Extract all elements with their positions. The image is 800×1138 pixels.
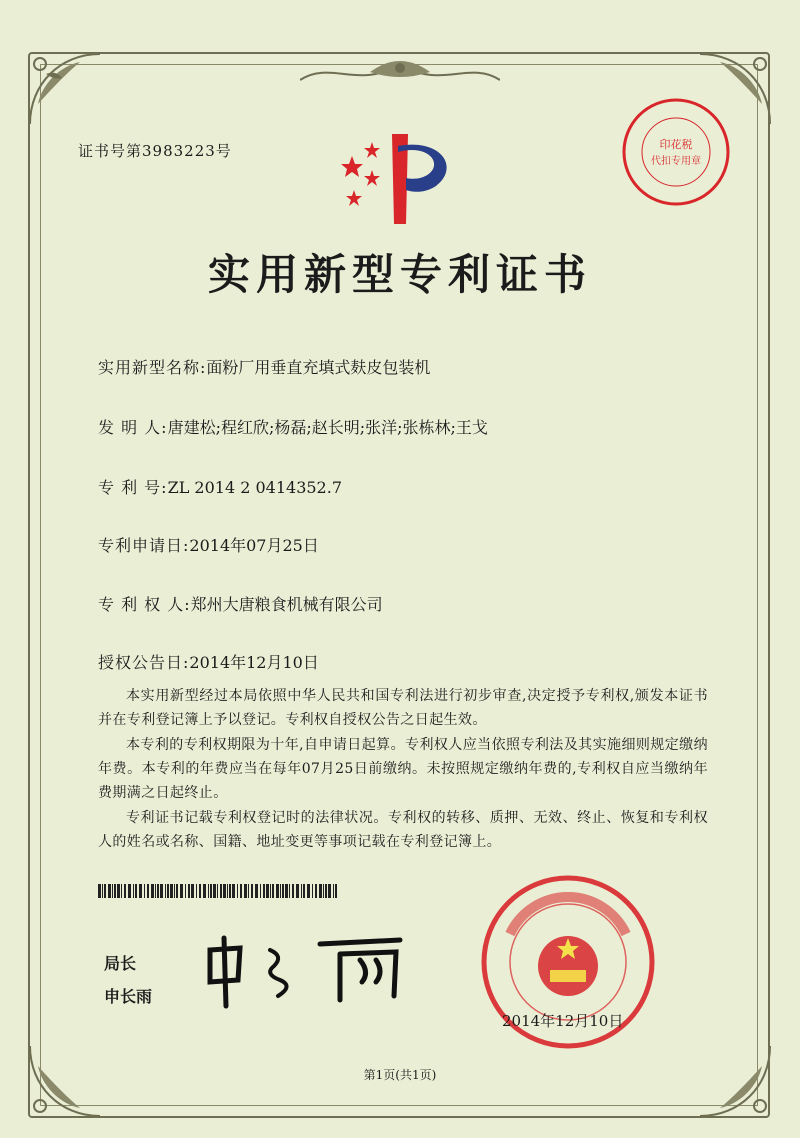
field-utility-model-name: [98, 355, 430, 378]
field-label: 发 明 人:: [98, 418, 168, 437]
field-label: 实用新型名称:: [98, 358, 207, 377]
field-value: 唐建松;程红欣;杨磊;赵长明;张洋;张栋林;王戈: [167, 418, 488, 437]
field-inventors: [98, 415, 488, 438]
field-label: 专 利 号:: [98, 478, 168, 497]
field-application-date: [98, 533, 319, 556]
page-footer: 第1页(共1页): [363, 1068, 437, 1082]
barcode-icon: [98, 884, 338, 898]
field-grant-announcement-date: [98, 650, 319, 673]
paragraph-term-fees: 本专利的专利权期限为十年,自申请日起算。专利权人应当依照专利法及其实施细则规定缴纳年费。本专利的年费应当在每年07月25日前缴纳。未按照规定缴纳年费的,专利权自应当缴纳年费期满之日起终止。: [98, 737, 708, 801]
tax-stamp-line1: 印花税: [659, 138, 693, 151]
director-name: 申长雨: [104, 987, 153, 1006]
field-label: 专利申请日:: [98, 536, 190, 555]
field-value: ZL 2014 2 0414352.7: [167, 478, 342, 497]
seal-date: 2014年12月10日: [502, 1012, 624, 1030]
field-value: 2014年07月25日: [189, 536, 319, 555]
tax-stamp-line2: 代扣专用章: [651, 156, 701, 167]
field-patent-number: [98, 475, 342, 498]
director-title: 局长: [104, 954, 137, 973]
certificate-number: 证书号第3983223号: [78, 142, 232, 160]
field-label: 授权公告日:: [98, 653, 190, 672]
paragraph-legal-status: 专利证书记载专利权登记时的法律状况。专利权的转移、质押、无效、终止、恢复和专利权人的姓名或名称、国籍、地址变更等事项记载在专利登记簿上。: [98, 810, 708, 850]
field-label: 专 利 权 人:: [98, 595, 191, 614]
field-value: 2014年12月10日: [189, 653, 319, 672]
field-value: 郑州大唐粮食机械有限公司: [190, 595, 383, 614]
tax-stamp-icon: [620, 96, 732, 208]
paragraph-grant-statement: 本实用新型经过本局依照中华人民共和国专利法进行初步审查,决定授予专利权,颁发本证书并在专利登记簿上予以登记。专利权自授权公告之日起生效。: [98, 688, 708, 728]
certificate-title: 实用新型专利证书: [207, 250, 592, 299]
director-signature-icon: [200, 930, 420, 1010]
top-ornament-icon: [300, 50, 500, 96]
field-value: 面粉厂用垂直充填式麸皮包装机: [206, 358, 431, 377]
field-patentee: [98, 592, 383, 615]
patent-office-emblem-icon: [332, 128, 462, 228]
corner-ornament-icon: [20, 44, 110, 134]
